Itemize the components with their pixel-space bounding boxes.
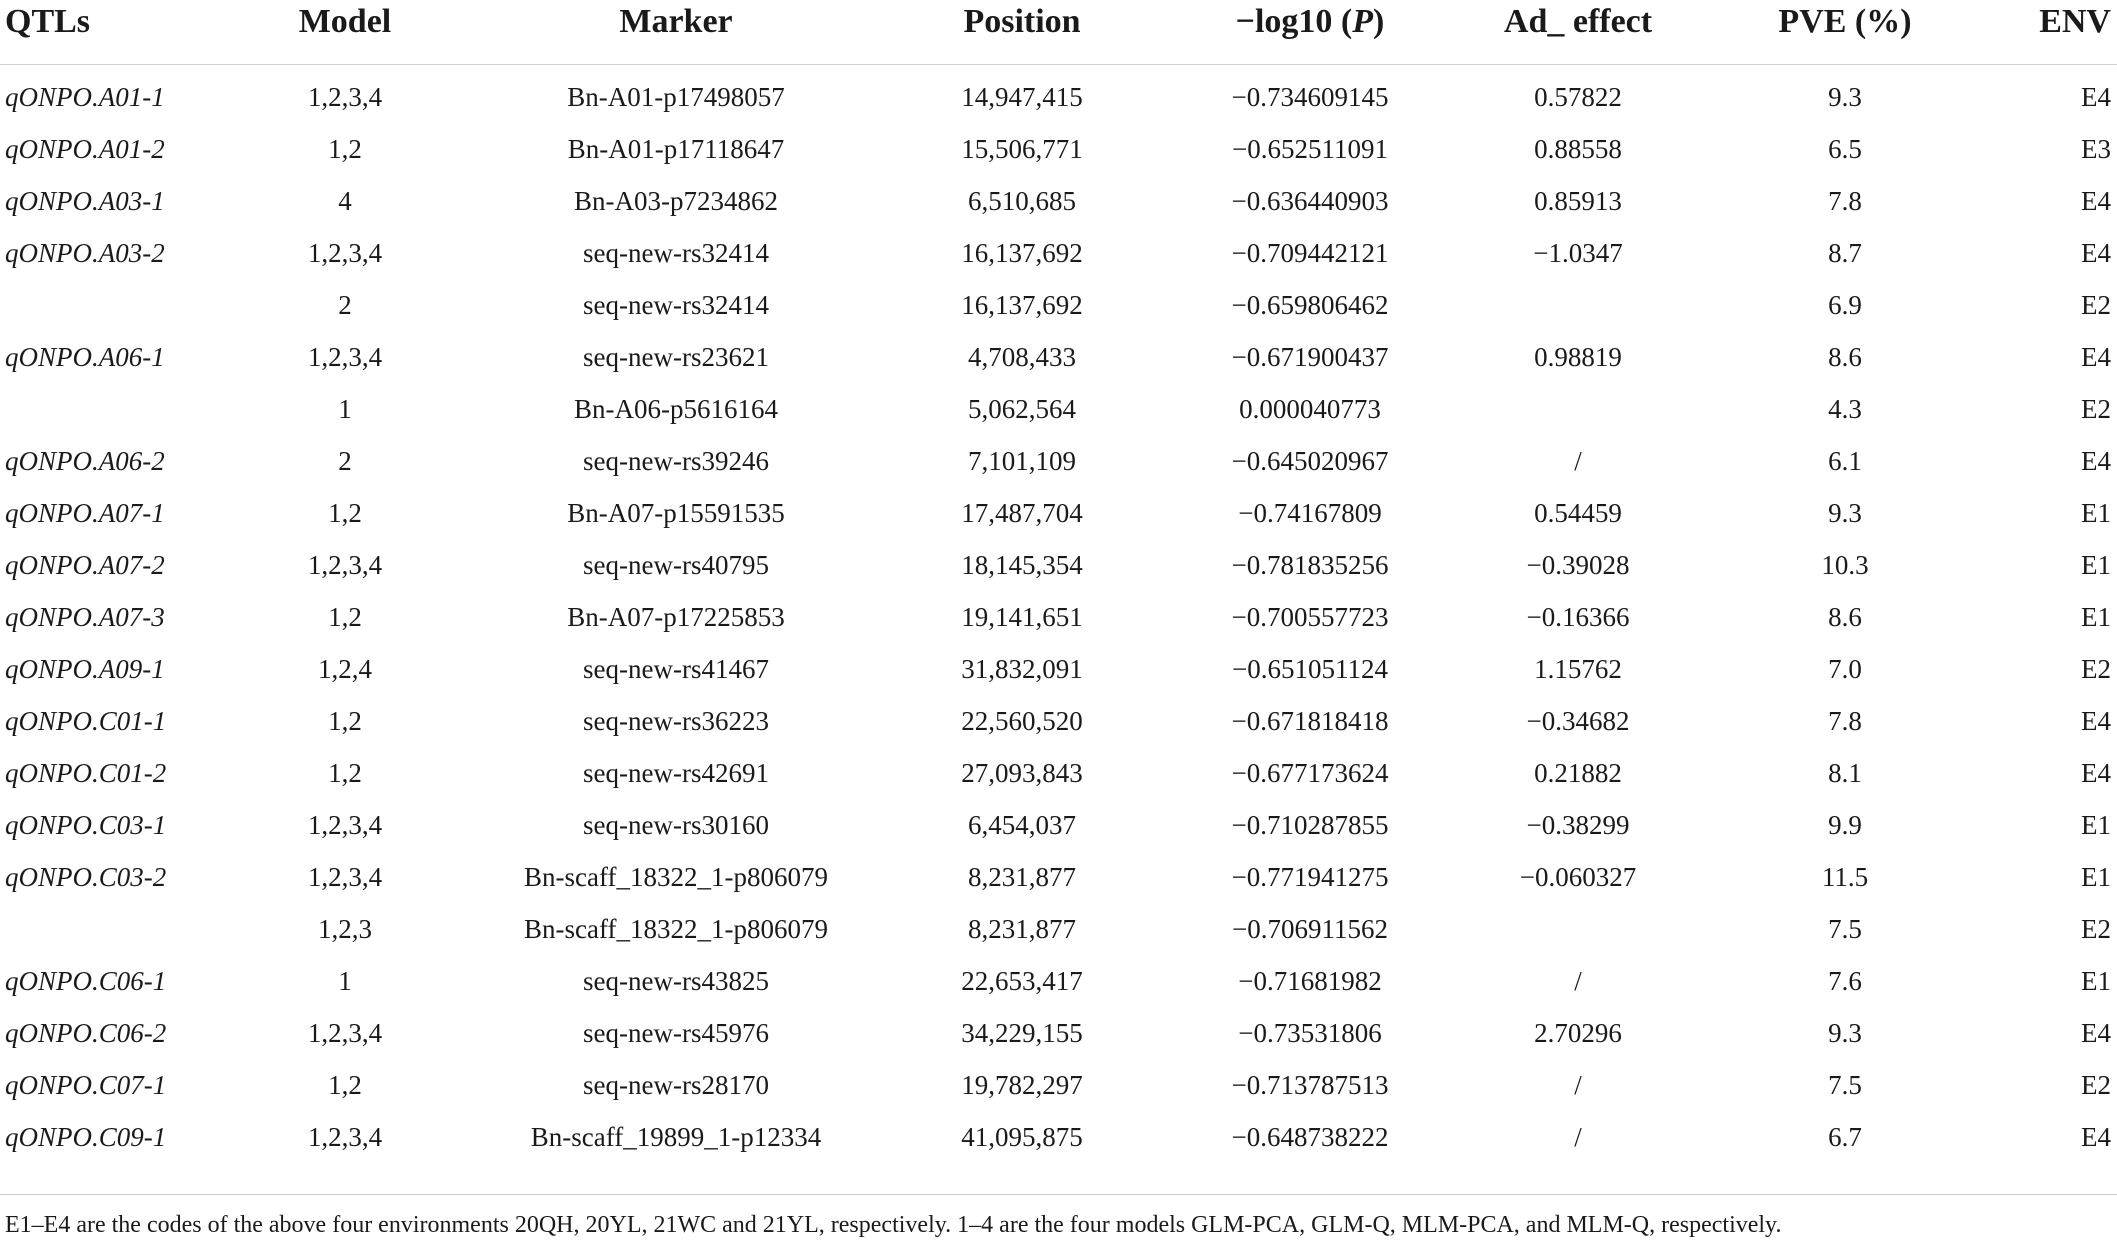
cell-position: 6,454,037: [968, 810, 1076, 840]
cell-position: 34,229,155: [961, 1018, 1083, 1048]
cell-model: 1,2: [328, 758, 362, 788]
cell-ad-effect: −0.16366: [1526, 602, 1630, 632]
cell-marker: seq-new-rs32414: [583, 290, 769, 320]
cell-ad-effect: 0.98819: [1534, 342, 1622, 372]
cell-logp: −0.636440903: [1231, 186, 1389, 216]
cell-marker: seq-new-rs36223: [583, 706, 769, 736]
cell-pve: 8.6: [1828, 342, 1862, 372]
table-row: [0, 1059, 2117, 1111]
cell-position: 16,137,692: [961, 290, 1083, 320]
cell-model: 1,2,3,4: [307, 810, 383, 840]
cell-model: 1: [338, 394, 352, 424]
table-row: [0, 539, 2117, 591]
cell-env: E4: [2081, 82, 2111, 112]
cell-pve: 7.6: [1828, 966, 1862, 996]
cell-env: E4: [2081, 446, 2111, 476]
cell-position: 14,947,415: [961, 82, 1083, 112]
cell-position: 4,708,433: [968, 342, 1076, 372]
cell-ad-effect: /: [1574, 446, 1582, 476]
cell-logp: −0.713787513: [1231, 1070, 1389, 1100]
cell-position: 41,095,875: [961, 1122, 1083, 1152]
table-row: [0, 955, 2117, 1007]
cell-logp: −0.781835256: [1231, 550, 1389, 580]
table-row: [0, 799, 2117, 851]
cell-position: 19,782,297: [961, 1070, 1083, 1100]
cell-ad-effect: 1.15762: [1534, 654, 1622, 684]
cell-logp: −0.706911562: [1232, 914, 1388, 944]
cell-env: E4: [2081, 706, 2111, 736]
cell-env: E2: [2081, 914, 2111, 944]
cell-ad-effect: [1478, 279, 1678, 331]
cell-qtl-name: qONPO.A07-3: [5, 602, 165, 632]
cell-position: 22,653,417: [961, 966, 1083, 996]
table-row: [0, 227, 2117, 279]
table-row: [0, 279, 2117, 331]
table-row: [0, 71, 2117, 123]
cell-position: 27,093,843: [961, 758, 1083, 788]
cell-model: 1,2,3: [318, 914, 372, 944]
table-row: [0, 331, 2117, 383]
cell-env: E4: [2081, 342, 2111, 372]
cell-ad-effect: /: [1574, 966, 1582, 996]
cell-env: E4: [2081, 186, 2111, 216]
cell-position: 8,231,877: [968, 914, 1076, 944]
cell-position: 16,137,692: [961, 238, 1083, 268]
cell-marker: seq-new-rs42691: [583, 758, 769, 788]
cell-ad-effect: /: [1574, 1122, 1582, 1152]
cell-pve: 6.9: [1828, 290, 1862, 320]
table-row: [0, 695, 2117, 747]
cell-ad-effect: [1478, 903, 1678, 955]
footnote-divider: [0, 1194, 2117, 1195]
cell-model: 1,2: [328, 498, 362, 528]
cell-marker: Bn-A01-p17118647: [567, 134, 785, 164]
cell-qtl-name: qONPO.A01-2: [5, 134, 165, 164]
cell-env: E2: [2081, 290, 2111, 320]
cell-marker: seq-new-rs43825: [583, 966, 769, 996]
cell-model: 1,2: [328, 1070, 362, 1100]
cell-logp: −0.671818418: [1231, 706, 1389, 736]
cell-logp: −0.651051124: [1232, 654, 1388, 684]
cell-pve: 7.5: [1828, 914, 1862, 944]
cell-pve: 9.9: [1828, 810, 1862, 840]
cell-qtl-name: qONPO.C01-1: [5, 706, 167, 736]
cell-model: 1,2,3,4: [307, 1018, 383, 1048]
cell-position: 17,487,704: [961, 498, 1083, 528]
cell-qtl-name: qONPO.A07-1: [5, 498, 165, 528]
table-row: [0, 487, 2117, 539]
table-row: [0, 903, 2117, 955]
cell-pve: 9.3: [1828, 1018, 1862, 1048]
cell-logp: −0.771941275: [1231, 862, 1389, 892]
footnote: E1–E4 are the codes of the above four environments 20QH, 20YL, 21WC and 21YL, respectively. 1–4 are the four models GLM-PCA, GLM-Q, MLM-PCA, and MLM-Q, respectively.: [5, 1212, 1782, 1238]
table-row: [0, 747, 2117, 799]
cell-env: E1: [2081, 498, 2111, 528]
cell-position: 7,101,109: [968, 446, 1076, 476]
cell-ad-effect: /: [1574, 1070, 1582, 1100]
cell-logp: −0.659806462: [1231, 290, 1389, 320]
cell-model: 1,2: [328, 134, 362, 164]
cell-pve: 7.0: [1828, 654, 1862, 684]
table-row: [0, 123, 2117, 175]
table-header: [0, 0, 2117, 65]
cell-pve: 10.3: [1821, 550, 1869, 580]
cell-marker: seq-new-rs28170: [583, 1070, 769, 1100]
cell-qtl-name: qONPO.A01-1: [5, 82, 165, 112]
table-row: [0, 435, 2117, 487]
cell-ad-effect: −0.38299: [1526, 810, 1630, 840]
cell-marker: seq-new-rs32414: [583, 238, 769, 268]
cell-pve: 4.3: [1828, 394, 1862, 424]
header-logp-suffix: ): [1373, 3, 1385, 40]
cell-pve: 11.5: [1821, 862, 1869, 892]
table-row: [0, 851, 2117, 903]
cell-model: 1,2: [328, 602, 362, 632]
cell-logp: −0.710287855: [1231, 810, 1389, 840]
cell-env: E4: [2081, 1018, 2111, 1048]
cell-pve: 6.7: [1828, 1122, 1862, 1152]
cell-marker: Bn-scaff_18322_1-p806079: [524, 862, 828, 892]
cell-model: 1,2,3,4: [307, 342, 383, 372]
cell-qtl-name: qONPO.A03-1: [5, 186, 165, 216]
cell-marker: seq-new-rs39246: [583, 446, 769, 476]
header-env: ENV: [2039, 3, 2111, 40]
cell-env: E4: [2081, 758, 2111, 788]
cell-qtl-name: qONPO.C03-2: [5, 862, 167, 892]
cell-logp: −0.671900437: [1231, 342, 1389, 372]
cell-ad-effect: 0.85913: [1534, 186, 1622, 216]
cell-model: 2: [338, 290, 352, 320]
cell-ad-effect: 0.21882: [1534, 758, 1622, 788]
header-logp-prefix: −log10 (: [1235, 3, 1353, 40]
cell-pve: 6.5: [1828, 134, 1862, 164]
cell-env: E4: [2081, 1122, 2111, 1152]
cell-qtl-name: qONPO.A07-2: [5, 550, 165, 580]
cell-model: 1,2,3,4: [307, 238, 383, 268]
cell-position: 8,231,877: [968, 862, 1076, 892]
cell-env: E4: [2081, 238, 2111, 268]
cell-qtl-name: qONPO.A09-1: [5, 654, 165, 684]
cell-env: E2: [2081, 394, 2111, 424]
cell-marker: Bn-A03-p7234862: [574, 186, 778, 216]
cell-logp: −0.652511091: [1232, 134, 1388, 164]
cell-ad-effect: 2.70296: [1534, 1018, 1622, 1048]
cell-model: 1: [338, 966, 352, 996]
cell-logp: −0.73531806: [1238, 1018, 1382, 1048]
header-marker: Marker: [619, 3, 733, 40]
cell-logp: −0.71681982: [1238, 966, 1382, 996]
cell-marker: seq-new-rs41467: [583, 654, 769, 684]
cell-pve: 7.8: [1828, 186, 1862, 216]
cell-model: 1,2,4: [318, 654, 372, 684]
cell-ad-effect: −0.34682: [1526, 706, 1630, 736]
table-row: [0, 1007, 2117, 1059]
cell-logp: −0.648738222: [1231, 1122, 1389, 1152]
cell-env: E1: [2081, 810, 2111, 840]
cell-ad-effect: 0.54459: [1534, 498, 1622, 528]
table-row: [0, 383, 2117, 435]
cell-model: 1,2,3,4: [307, 862, 383, 892]
table-row: [0, 643, 2117, 695]
cell-position: 15,506,771: [961, 134, 1083, 164]
cell-logp: −0.734609145: [1231, 82, 1389, 112]
cell-pve: 8.7: [1828, 238, 1862, 268]
cell-logp: −0.700557723: [1231, 602, 1389, 632]
cell-ad-effect: [1478, 383, 1678, 435]
cell-position: 5,062,564: [968, 394, 1076, 424]
cell-position: 22,560,520: [961, 706, 1083, 736]
cell-model: 1,2: [328, 706, 362, 736]
cell-qtl-name: qONPO.C06-2: [5, 1018, 167, 1048]
cell-qtl-name: qONPO.A03-2: [5, 238, 165, 268]
cell-marker: seq-new-rs30160: [583, 810, 769, 840]
header-model: Model: [298, 3, 392, 40]
cell-model: 1,2,3,4: [307, 1122, 383, 1152]
cell-pve: 7.5: [1828, 1070, 1862, 1100]
cell-position: 6,510,685: [968, 186, 1076, 216]
cell-marker: Bn-scaff_18322_1-p806079: [524, 914, 828, 944]
cell-pve: 9.3: [1828, 82, 1862, 112]
cell-env: E2: [2081, 654, 2111, 684]
cell-logp: −0.709442121: [1231, 238, 1389, 268]
cell-ad-effect: 0.88558: [1534, 134, 1622, 164]
cell-marker: seq-new-rs45976: [583, 1018, 769, 1048]
table-row: [0, 175, 2117, 227]
header-pve: PVE (%): [1778, 3, 1912, 40]
cell-ad-effect: −1.0347: [1533, 238, 1623, 268]
cell-env: E3: [2081, 134, 2111, 164]
cell-model: 1,2,3,4: [307, 82, 383, 112]
cell-qtl-name: qONPO.C07-1: [5, 1070, 167, 1100]
cell-qtl-name: qONPO.C01-2: [5, 758, 167, 788]
cell-model: 2: [338, 446, 352, 476]
cell-logp: 0.000040773: [1239, 394, 1381, 424]
cell-qtl-name: qONPO.A06-1: [5, 342, 165, 372]
cell-qtl-name: qONPO.C03-1: [5, 810, 167, 840]
cell-marker: seq-new-rs40795: [583, 550, 769, 580]
cell-pve: 8.1: [1828, 758, 1862, 788]
cell-env: E1: [2081, 862, 2111, 892]
cell-marker: Bn-scaff_19899_1-p12334: [530, 1122, 822, 1152]
cell-ad-effect: −0.39028: [1526, 550, 1630, 580]
cell-pve: 8.6: [1828, 602, 1862, 632]
cell-logp: −0.645020967: [1231, 446, 1389, 476]
cell-position: 18,145,354: [961, 550, 1083, 580]
cell-pve: 9.3: [1828, 498, 1862, 528]
cell-env: E1: [2081, 550, 2111, 580]
header-qtls: QTLs: [5, 3, 91, 40]
header-ad-effect: Ad_ effect: [1503, 3, 1653, 40]
cell-marker: Bn-A07-p15591535: [567, 498, 785, 528]
header-logp-var: P: [1352, 3, 1374, 40]
cell-ad-effect: −0.060327: [1519, 862, 1637, 892]
table-row: [0, 1111, 2117, 1163]
header-position: Position: [963, 3, 1081, 40]
cell-logp: −0.677173624: [1231, 758, 1389, 788]
header-logp: [1150, 0, 1470, 44]
table-row: [0, 591, 2117, 643]
cell-marker: seq-new-rs23621: [583, 342, 769, 372]
cell-position: 19,141,651: [961, 602, 1083, 632]
cell-logp: −0.74167809: [1238, 498, 1382, 528]
cell-ad-effect: 0.57822: [1534, 82, 1622, 112]
cell-env: E1: [2081, 966, 2111, 996]
cell-pve: 6.1: [1828, 446, 1862, 476]
cell-qtl-name: qONPO.C09-1: [5, 1122, 167, 1152]
cell-marker: Bn-A01-p17498057: [567, 82, 785, 112]
cell-model: 1,2,3,4: [307, 550, 383, 580]
cell-model: 4: [338, 186, 352, 216]
cell-position: 31,832,091: [961, 654, 1083, 684]
cell-qtl-name: qONPO.C06-1: [5, 966, 167, 996]
cell-marker: Bn-A07-p17225853: [567, 602, 785, 632]
cell-env: E2: [2081, 1070, 2111, 1100]
cell-pve: 7.8: [1828, 706, 1862, 736]
cell-qtl-name: qONPO.A06-2: [5, 446, 165, 476]
cell-env: E1: [2081, 602, 2111, 632]
cell-marker: Bn-A06-p5616164: [574, 394, 778, 424]
